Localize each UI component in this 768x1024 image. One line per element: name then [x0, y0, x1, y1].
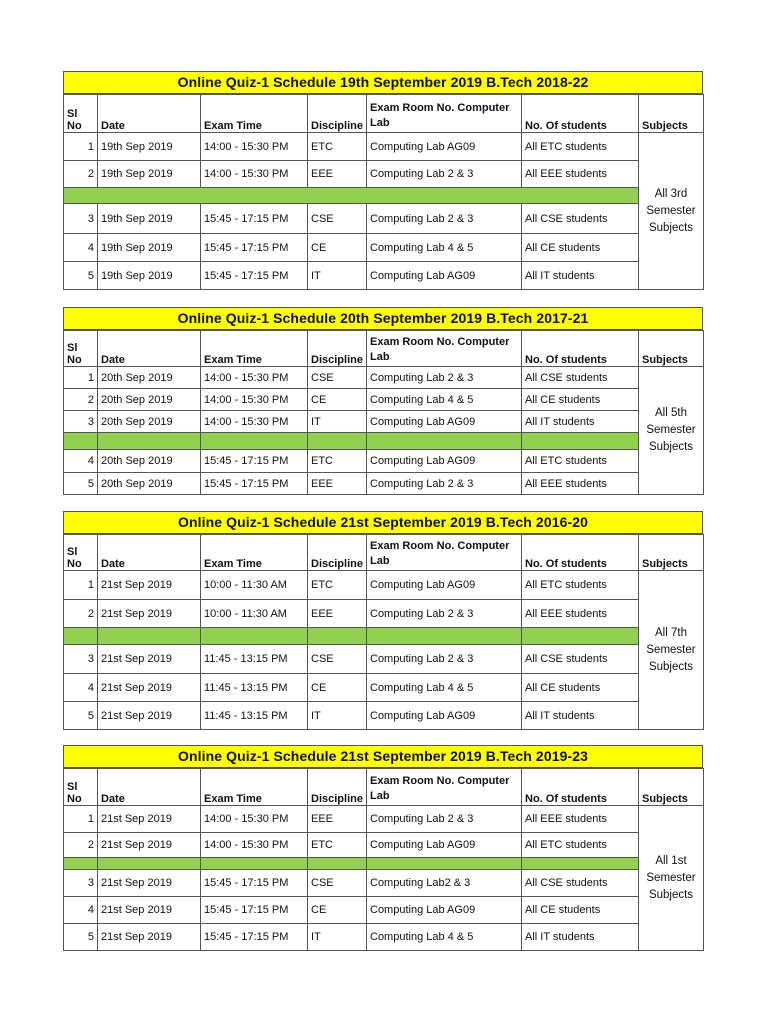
time-cell: 15:45 - 17:15 PM — [201, 204, 308, 234]
time-cell: 11:45 - 13:15 PM — [201, 674, 308, 702]
date-cell: 19th Sep 2019 — [98, 234, 201, 262]
students-cell: All ETC students — [522, 450, 639, 473]
table-row — [64, 833, 704, 858]
break-cell — [308, 858, 367, 870]
break-cell — [98, 628, 201, 645]
time-cell: 14:00 - 15:30 PM — [201, 806, 308, 833]
students-cell: All ETC students — [522, 833, 639, 858]
table-row — [64, 367, 704, 389]
discipline-cell: CSE — [308, 645, 367, 674]
table-row — [64, 234, 704, 262]
room-cell: Computing Lab 4 & 5 — [367, 389, 522, 411]
header-date: Date — [98, 95, 201, 133]
schedule-title: Online Quiz-1 Schedule 21st September 2019 B.Tech 2019-23 — [63, 745, 703, 768]
room-cell: Computing Lab AG09 — [367, 450, 522, 473]
schedule-table — [63, 534, 704, 730]
date-cell: 19th Sep 2019 — [98, 204, 201, 234]
date-cell: 20th Sep 2019 — [98, 473, 201, 495]
date-cell: 20th Sep 2019 — [98, 389, 201, 411]
table-row — [64, 571, 704, 600]
header-discipline: Discipline — [308, 331, 367, 367]
time-cell: 14:00 - 15:30 PM — [201, 833, 308, 858]
subjects-cell: All 5th Semester Subjects — [639, 367, 704, 495]
header-time: Exam Time — [201, 769, 308, 806]
room-cell: Computing Lab 4 & 5 — [367, 674, 522, 702]
header-sl: Sl No — [64, 535, 98, 571]
sl-cell: 3 — [64, 870, 98, 897]
break-cell — [367, 628, 522, 645]
students-cell: All IT students — [522, 411, 639, 433]
break-row — [64, 858, 704, 870]
header-row — [64, 95, 704, 133]
students-cell: All CE students — [522, 234, 639, 262]
sl-cell: 4 — [64, 897, 98, 924]
date-cell: 21st Sep 2019 — [98, 870, 201, 897]
room-cell: Computing Lab AG09 — [367, 571, 522, 600]
sl-cell: 2 — [64, 161, 98, 188]
time-cell: 15:45 - 17:15 PM — [201, 924, 308, 951]
break-cell — [201, 628, 308, 645]
room-cell: Computing Lab AG09 — [367, 833, 522, 858]
break-cell — [367, 858, 522, 870]
break-cell — [522, 433, 639, 450]
discipline-cell: EEE — [308, 473, 367, 495]
sl-cell: 2 — [64, 833, 98, 858]
discipline-cell: CE — [308, 674, 367, 702]
time-cell: 11:45 - 13:15 PM — [201, 645, 308, 674]
sl-cell: 3 — [64, 645, 98, 674]
time-cell: 15:45 - 17:15 PM — [201, 897, 308, 924]
discipline-cell: IT — [308, 924, 367, 951]
sl-cell: 3 — [64, 411, 98, 433]
students-cell: All EEE students — [522, 806, 639, 833]
schedule-table — [63, 768, 704, 951]
header-date: Date — [98, 331, 201, 367]
room-cell: Computing Lab AG09 — [367, 897, 522, 924]
room-cell: Computing Lab 2 & 3 — [367, 367, 522, 389]
room-cell: Computing Lab AG09 — [367, 262, 522, 290]
header-students: No. Of students — [522, 769, 639, 806]
header-subjects: Subjects — [639, 769, 704, 806]
header-room: Exam Room No. Computer Lab — [367, 95, 522, 133]
table-row — [64, 473, 704, 495]
table-row — [64, 133, 704, 161]
discipline-cell: IT — [308, 262, 367, 290]
break-cell — [201, 433, 308, 450]
discipline-cell: EEE — [308, 600, 367, 628]
schedule-title: Online Quiz-1 Schedule 21st September 2019 B.Tech 2016-20 — [63, 511, 703, 534]
header-room: Exam Room No. Computer Lab — [367, 535, 522, 571]
table-row — [64, 600, 704, 628]
header-sl: Sl No — [64, 769, 98, 806]
date-cell: 21st Sep 2019 — [98, 924, 201, 951]
room-cell: Computing Lab 2 & 3 — [367, 473, 522, 495]
table-row — [64, 389, 704, 411]
date-cell: 21st Sep 2019 — [98, 806, 201, 833]
break-cell — [522, 858, 639, 870]
date-cell: 21st Sep 2019 — [98, 897, 201, 924]
sl-cell: 5 — [64, 702, 98, 730]
header-room: Exam Room No. Computer Lab — [367, 769, 522, 806]
date-cell: 19th Sep 2019 — [98, 133, 201, 161]
header-time: Exam Time — [201, 535, 308, 571]
students-cell: All ETC students — [522, 571, 639, 600]
table-row — [64, 262, 704, 290]
discipline-cell: EEE — [308, 806, 367, 833]
sl-cell: 4 — [64, 234, 98, 262]
time-cell: 11:45 - 13:15 PM — [201, 702, 308, 730]
break-cell — [64, 433, 98, 450]
discipline-cell: ETC — [308, 833, 367, 858]
header-subjects: Subjects — [639, 535, 704, 571]
room-cell: Computing Lab 4 & 5 — [367, 924, 522, 951]
room-cell: Computing Lab 2 & 3 — [367, 806, 522, 833]
date-cell: 21st Sep 2019 — [98, 645, 201, 674]
date-cell: 21st Sep 2019 — [98, 571, 201, 600]
sl-cell: 5 — [64, 924, 98, 951]
table-row — [64, 674, 704, 702]
header-date: Date — [98, 535, 201, 571]
date-cell: 19th Sep 2019 — [98, 262, 201, 290]
sl-cell: 2 — [64, 389, 98, 411]
table-row — [64, 870, 704, 897]
date-cell: 21st Sep 2019 — [98, 600, 201, 628]
discipline-cell: ETC — [308, 450, 367, 473]
students-cell: All EEE students — [522, 473, 639, 495]
header-time: Exam Time — [201, 95, 308, 133]
date-cell: 21st Sep 2019 — [98, 702, 201, 730]
header-row — [64, 535, 704, 571]
date-cell: 20th Sep 2019 — [98, 450, 201, 473]
header-students: No. Of students — [522, 95, 639, 133]
table-row — [64, 411, 704, 433]
time-cell: 15:45 - 17:15 PM — [201, 473, 308, 495]
header-subjects: Subjects — [639, 331, 704, 367]
break-row — [64, 628, 704, 645]
break-row — [64, 433, 704, 450]
students-cell: All CE students — [522, 674, 639, 702]
students-cell: All EEE students — [522, 161, 639, 188]
discipline-cell: ETC — [308, 571, 367, 600]
date-cell: 20th Sep 2019 — [98, 367, 201, 389]
sl-cell: 4 — [64, 674, 98, 702]
table-row — [64, 204, 704, 234]
table-row — [64, 806, 704, 833]
sl-cell: 1 — [64, 571, 98, 600]
header-discipline: Discipline — [308, 769, 367, 806]
break-cell — [308, 628, 367, 645]
students-cell: All IT students — [522, 262, 639, 290]
discipline-cell: IT — [308, 411, 367, 433]
subjects-cell: All 7th Semester Subjects — [639, 571, 704, 730]
discipline-cell: IT — [308, 702, 367, 730]
room-cell: Computing Lab 4 & 5 — [367, 234, 522, 262]
time-cell: 10:00 - 11:30 AM — [201, 571, 308, 600]
header-students: No. Of students — [522, 535, 639, 571]
table-row — [64, 161, 704, 188]
break-cell — [522, 628, 639, 645]
students-cell: All CSE students — [522, 870, 639, 897]
schedule-2019-23 — [63, 745, 703, 951]
students-cell: All ETC students — [522, 133, 639, 161]
table-row — [64, 897, 704, 924]
header-time: Exam Time — [201, 331, 308, 367]
time-cell: 15:45 - 17:15 PM — [201, 262, 308, 290]
room-cell: Computing Lab AG09 — [367, 702, 522, 730]
discipline-cell: CSE — [308, 367, 367, 389]
table-row — [64, 702, 704, 730]
date-cell: 21st Sep 2019 — [98, 833, 201, 858]
discipline-cell: CSE — [308, 204, 367, 234]
header-row — [64, 769, 704, 806]
date-cell: 20th Sep 2019 — [98, 411, 201, 433]
discipline-cell: CE — [308, 234, 367, 262]
schedule-title: Online Quiz-1 Schedule 20th September 2019 B.Tech 2017-21 — [63, 307, 703, 330]
table-row — [64, 645, 704, 674]
time-cell: 15:45 - 17:15 PM — [201, 870, 308, 897]
table-row — [64, 924, 704, 951]
break-cell — [201, 858, 308, 870]
students-cell: All IT students — [522, 702, 639, 730]
discipline-cell: CE — [308, 389, 367, 411]
students-cell: All CE students — [522, 897, 639, 924]
break-cell — [308, 433, 367, 450]
discipline-cell: CSE — [308, 870, 367, 897]
time-cell: 10:00 - 11:30 AM — [201, 600, 308, 628]
students-cell: All IT students — [522, 924, 639, 951]
break-cell — [98, 858, 201, 870]
sl-cell: 2 — [64, 600, 98, 628]
schedule-table — [63, 94, 704, 290]
header-discipline: Discipline — [308, 535, 367, 571]
discipline-cell: EEE — [308, 161, 367, 188]
schedule-2018-22 — [63, 71, 703, 290]
room-cell: Computing Lab AG09 — [367, 411, 522, 433]
time-cell: 14:00 - 15:30 PM — [201, 411, 308, 433]
room-cell: Computing Lab 2 & 3 — [367, 161, 522, 188]
sl-cell: 1 — [64, 806, 98, 833]
break-cell — [64, 628, 98, 645]
time-cell: 14:00 - 15:30 PM — [201, 367, 308, 389]
sl-cell: 5 — [64, 473, 98, 495]
room-cell: Computing Lab 2 & 3 — [367, 645, 522, 674]
time-cell: 14:00 - 15:30 PM — [201, 389, 308, 411]
date-cell: 19th Sep 2019 — [98, 161, 201, 188]
time-cell: 15:45 - 17:15 PM — [201, 450, 308, 473]
schedule-table — [63, 330, 704, 495]
break-cell — [64, 188, 639, 204]
date-cell: 21st Sep 2019 — [98, 674, 201, 702]
discipline-cell: ETC — [308, 133, 367, 161]
break-cell — [64, 858, 98, 870]
header-sl: Sl No — [64, 95, 98, 133]
sl-cell: 1 — [64, 133, 98, 161]
sl-cell: 1 — [64, 367, 98, 389]
students-cell: All CE students — [522, 389, 639, 411]
header-discipline: Discipline — [308, 95, 367, 133]
room-cell: Computing Lab AG09 — [367, 133, 522, 161]
time-cell: 14:00 - 15:30 PM — [201, 161, 308, 188]
break-cell — [98, 433, 201, 450]
room-cell: Computing Lab 2 & 3 — [367, 600, 522, 628]
sl-cell: 3 — [64, 204, 98, 234]
schedule-title: Online Quiz-1 Schedule 19th September 2019 B.Tech 2018-22 — [63, 71, 703, 94]
discipline-cell: CE — [308, 897, 367, 924]
subjects-cell: All 1st Semester Subjects — [639, 806, 704, 951]
break-cell — [367, 433, 522, 450]
table-row — [64, 450, 704, 473]
header-row — [64, 331, 704, 367]
room-cell: Computing Lab2 & 3 — [367, 870, 522, 897]
sl-cell: 4 — [64, 450, 98, 473]
schedule-2017-21 — [63, 307, 703, 495]
students-cell: All CSE students — [522, 204, 639, 234]
header-sl: Sl No — [64, 331, 98, 367]
header-date: Date — [98, 769, 201, 806]
time-cell: 15:45 - 17:15 PM — [201, 234, 308, 262]
time-cell: 14:00 - 15:30 PM — [201, 133, 308, 161]
students-cell: All EEE students — [522, 600, 639, 628]
header-subjects: Subjects — [639, 95, 704, 133]
header-students: No. Of students — [522, 331, 639, 367]
students-cell: All CSE students — [522, 367, 639, 389]
schedule-2016-20 — [63, 511, 703, 730]
room-cell: Computing Lab 2 & 3 — [367, 204, 522, 234]
subjects-cell: All 3rd Semester Subjects — [639, 133, 704, 290]
sl-cell: 5 — [64, 262, 98, 290]
header-room: Exam Room No. Computer Lab — [367, 331, 522, 367]
break-row — [64, 188, 704, 204]
students-cell: All CSE students — [522, 645, 639, 674]
